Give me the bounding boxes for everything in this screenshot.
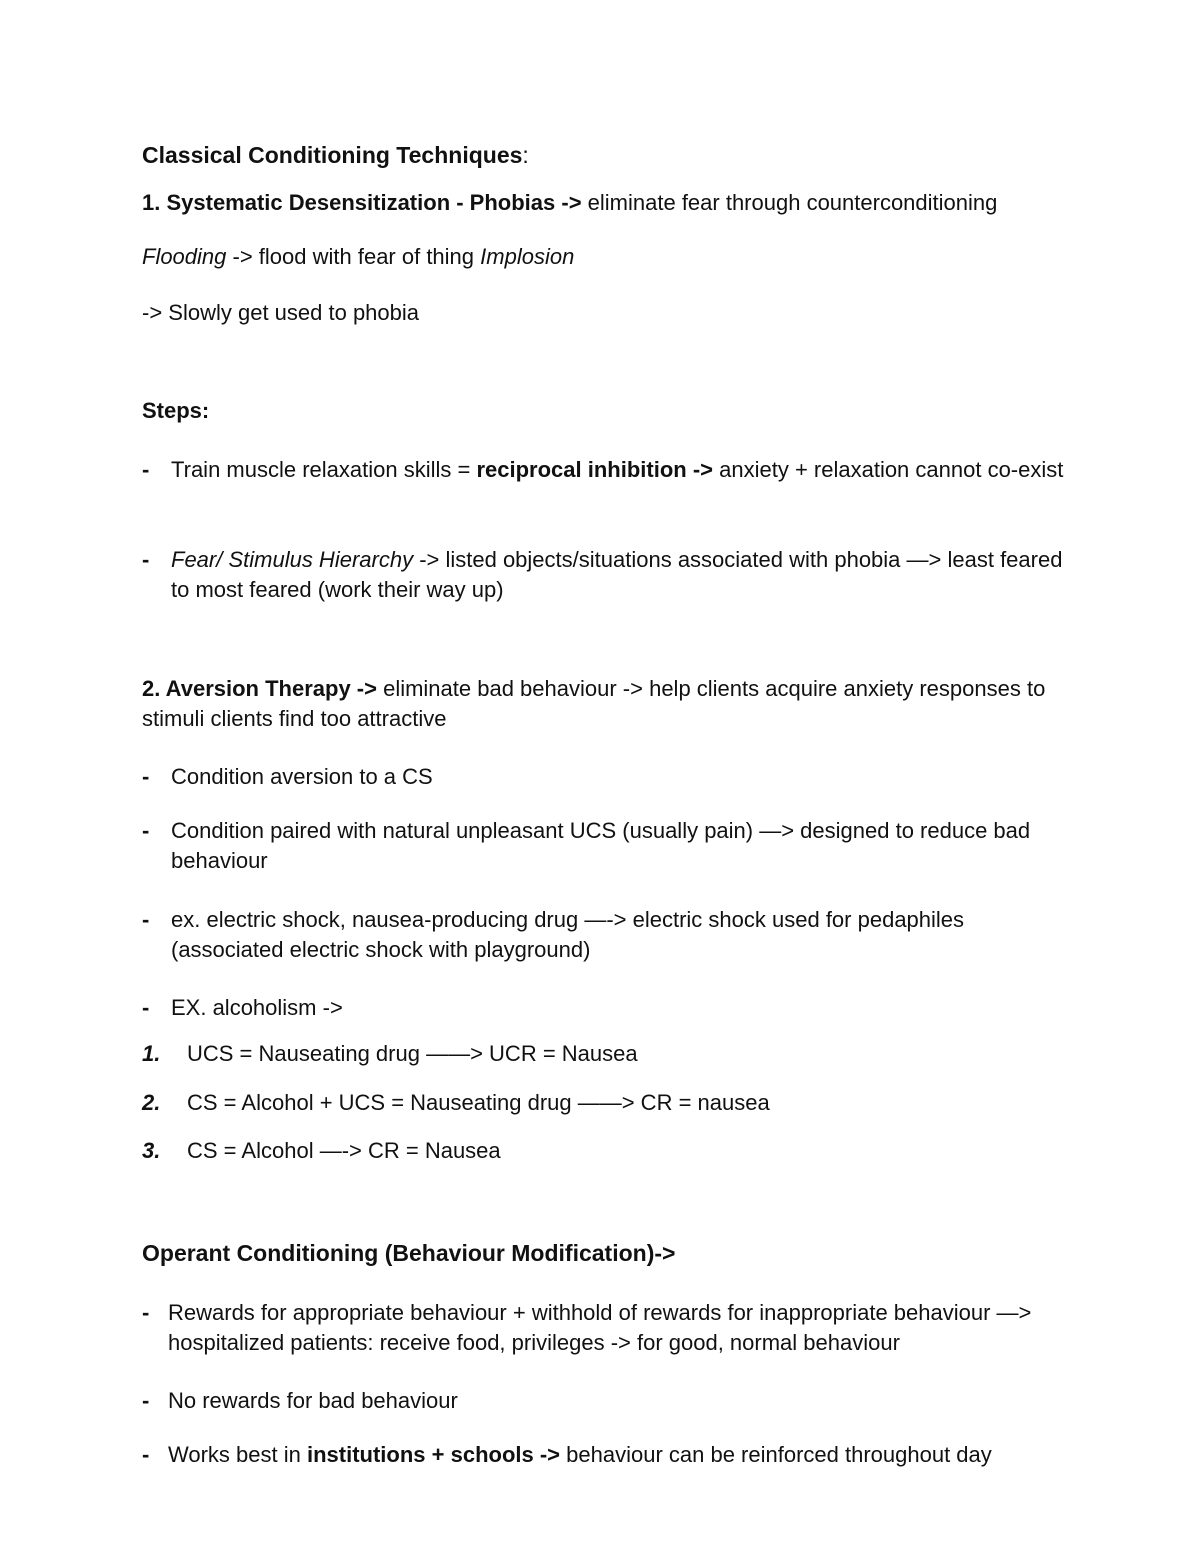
item-description: eliminate bad behaviour -> help clients acquire anxiety responses to stimuli clients find too attractive [142, 676, 1046, 731]
list-item [142, 1386, 1082, 1416]
steps-heading: Steps: [142, 398, 210, 423]
section-heading-operant: Operant Conditioning (Behaviour Modification)-> [142, 1240, 676, 1266]
list-item [142, 762, 1082, 792]
step-post: anxiety + relaxation cannot co-exist [713, 457, 1064, 482]
bullet-dash: - [142, 907, 150, 932]
list-item-text: Condition paired with natural unpleasant UCS (usually pain) —> designed to reduce bad behaviour [171, 818, 1031, 873]
list-item-bold: institutions + schools -> [306, 1442, 561, 1467]
item-number: 2. [142, 676, 166, 701]
list-item-post: behaviour can be reinforced throughout day [560, 1442, 992, 1467]
item-number: 3. [142, 1138, 161, 1163]
bullet-dash: - [142, 818, 150, 843]
bullet-dash: - [142, 1300, 150, 1325]
list-item [142, 816, 1082, 876]
numbered-item-text: UCS = Nauseating drug ——> UCR = Nausea [187, 1041, 638, 1066]
numbered-item-text: CS = Alcohol + UCS = Nauseating drug ——> CR = nausea [187, 1090, 770, 1115]
bullet-dash: - [142, 764, 150, 789]
step-item [142, 545, 1082, 605]
heading-text: Classical Conditioning Techniques [142, 142, 523, 168]
step-bold: reciprocal inhibition -> [476, 457, 714, 482]
list-item-pre: Works best in [168, 1442, 307, 1467]
aversion-text [142, 674, 1082, 734]
item-systematic-desensitization [142, 188, 997, 218]
flooding-term: Flooding [142, 244, 227, 269]
item-aversion-therapy [142, 674, 1082, 734]
step-pre: Train muscle relaxation skills = [171, 457, 477, 482]
step-italic: Fear/ Stimulus Hierarchy [171, 547, 414, 572]
list-item [142, 1440, 1082, 1470]
list-item-text: EX. alcoholism -> [171, 995, 343, 1020]
list-item-text: Condition aversion to a CS [171, 764, 433, 789]
list-item-text [168, 1440, 1082, 1470]
bullet-dash: - [142, 547, 150, 572]
heading-colon: : [522, 142, 529, 168]
item-number: 2. [142, 1090, 161, 1115]
bullet-dash: - [142, 457, 150, 482]
item-number: 1. [142, 190, 167, 215]
list-item [142, 993, 1082, 1023]
flooding-description: -> flood with fear of thing [226, 244, 481, 269]
implosion-term: Implosion [480, 244, 575, 269]
step-text [171, 455, 1082, 485]
bullet-dash: - [142, 1388, 150, 1413]
list-item-text: No rewards for bad behaviour [168, 1388, 458, 1413]
section-heading-classical [142, 140, 529, 170]
step-text [171, 545, 1082, 605]
numbered-item [142, 1136, 1082, 1166]
item-number: 1. [142, 1041, 161, 1066]
list-item [142, 905, 1082, 965]
bullet-dash: - [142, 1442, 150, 1467]
slowly-line: -> Slowly get used to phobia [142, 300, 420, 325]
list-item-text: Rewards for appropriate behaviour + withhold of rewards for inappropriate behaviour —> hospitalized patients: receive food, privileges -> for good, normal behaviour [168, 1300, 1032, 1355]
bullet-dash: - [142, 995, 150, 1020]
numbered-item-text: CS = Alcohol —-> CR = Nausea [187, 1138, 501, 1163]
list-item [142, 1298, 1082, 1358]
item-title: Aversion Therapy -> [165, 676, 377, 701]
step-post: -> listed objects/situations associated with phobia —> least feared to most feared (work their way up) [171, 547, 1063, 602]
step-item [142, 455, 1082, 485]
flooding-line [142, 242, 574, 272]
numbered-item [142, 1088, 1082, 1118]
item-title: Systematic Desensitization - Phobias -> [166, 190, 582, 215]
numbered-item [142, 1039, 1082, 1069]
list-item-text: ex. electric shock, nausea-producing drug —-> electric shock used for pedaphiles (associated electric shock with playground) [171, 907, 965, 962]
item-description: eliminate fear through counterconditioning [581, 190, 998, 215]
